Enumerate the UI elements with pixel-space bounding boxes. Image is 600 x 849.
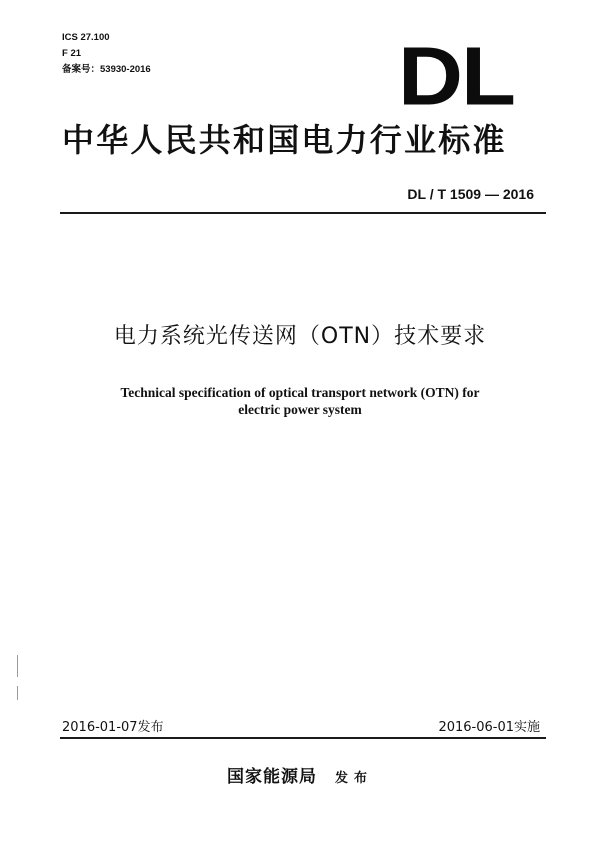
classification-block [62, 30, 151, 78]
scan-artifact [17, 686, 18, 700]
issuer-line [0, 762, 600, 787]
release-date: 2016-01-07发布 [62, 720, 164, 735]
bottom-divider [60, 737, 546, 739]
title-en-line-2: electric power system [238, 402, 362, 417]
category-code: F 21 [62, 48, 82, 59]
document-title-en [0, 384, 600, 418]
document-title-cn: 电力系统光传送网（OTN）技术要求 [113, 324, 487, 349]
record-number: 备案号：53930-2016 [62, 64, 151, 75]
issuer-action: 发布 [334, 771, 373, 786]
top-divider [60, 212, 546, 214]
issuer-name: 国家能源局 [226, 767, 317, 787]
dl-logo: DL [398, 30, 514, 123]
scan-artifact [17, 655, 18, 677]
standard-title: 中华人民共和国电力行业标准 [62, 121, 507, 159]
standard-number: DL / T 1509 — 2016 [407, 186, 534, 202]
ics-code: ICS 27.100 [62, 32, 110, 43]
implementation-date: 2016-06-01实施 [438, 720, 540, 735]
title-en-line-1: Technical specification of optical transport network (OTN) for [120, 385, 480, 400]
